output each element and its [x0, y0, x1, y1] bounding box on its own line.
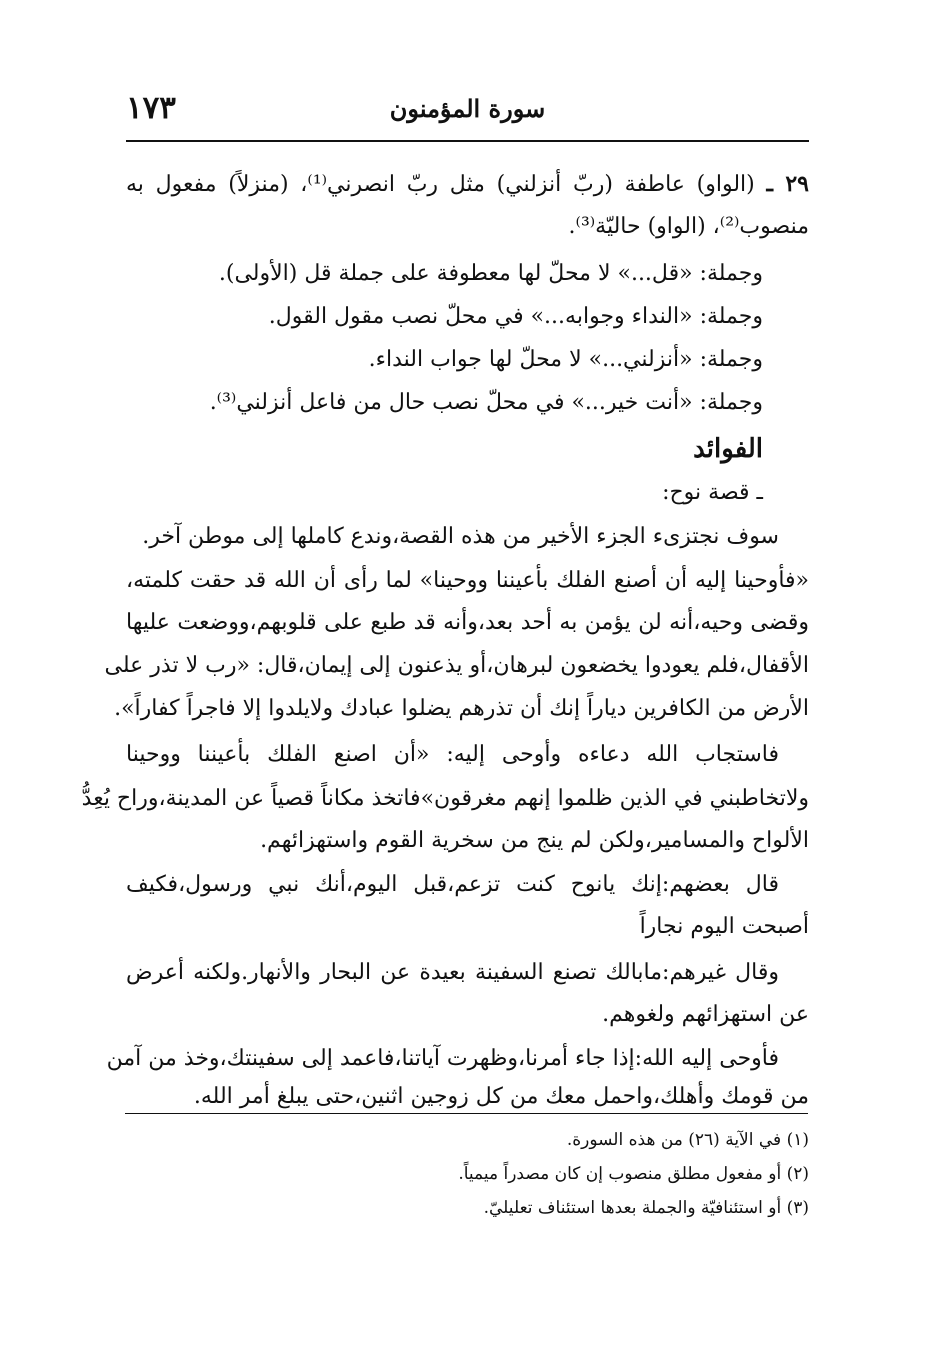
paragraph-line: وقضى وحيه،أنه لن يؤمن به أحد بعد،وأنه قد طبع على قلوبهم،ووضعت عليها: [126, 610, 809, 635]
sentence-line: وجملة: «النداء وجوابه...» في محلّ نصب مقول القول.: [268, 304, 763, 329]
paragraph-line: قال بعضهم:إنك يانوح كنت تزعم،قبل اليوم،أنك نبي ورسول،فكيف: [126, 872, 779, 897]
paragraph-line: الألواح والمسامير،ولكن لم ينج من سخرية القوم واستهزائهم.: [260, 828, 809, 853]
page-number: ١٧٣: [126, 90, 176, 126]
paragraph-line: الأرض من الكافرين دياراً إنك أن تذرهم يضلوا عبادك ولايلدوا إلا فاجراً كفاراً».: [114, 696, 809, 721]
page-header: [126, 88, 809, 134]
sentence-line: وجملة: «أنت خير...» في محلّ نصب حال من فاعل أنزلني⁽³⁾.: [209, 390, 763, 415]
subheading: ـ قصة نوح:: [662, 480, 763, 505]
paragraph-line: فاستجاب الله دعاءه وأوحى إليه: «أن اصنع الفلك بأعيننا ووحينا: [126, 742, 779, 767]
verse-number: ٢٩ ـ: [766, 171, 809, 197]
entry-29-line-2: منصوب⁽²⁾، (الواو) حاليّة⁽³⁾.: [568, 214, 809, 239]
sentence-line: وجملة: «قل...» لا محلّ لها معطوفة على جملة قل (الأولى).: [218, 261, 763, 286]
entry-29-text: (الواو) عاطفة (ربّ أنزلني) مثل ربّ انصرني⁽¹⁾، (منزلاً) مفعول به: [126, 172, 755, 197]
surah-title: سورة المؤمنون: [389, 94, 546, 123]
entry-29-line-1: [126, 166, 809, 203]
paragraph-line: فأوحى إليه الله:إذا جاء أمرنا،وظهرت آياتنا،فاعمد إلى سفينتك،وخذ من آمن: [106, 1046, 779, 1071]
header-divider: [126, 140, 809, 142]
fawaid-heading: الفوائد: [693, 434, 763, 464]
paragraph-line: أصبحت اليوم نجاراً: [639, 914, 809, 939]
sentence-line: وجملة: «أنزلني...» لا محلّ لها جواب النداء.: [368, 347, 763, 372]
paragraph-line: وقال غيرهم:مابالك تصنع السفينة بعيدة عن البحار والأنهار.ولكنه أعرض: [126, 960, 779, 985]
footnote: (١) في الآية (٢٦) من هذه السورة.: [566, 1130, 809, 1150]
footnote: (٢) أو مفعول مطلق منصوب إن كان مصدراً ميمياً.: [458, 1164, 809, 1184]
paragraph-line: سوف نجتزىء الجزء الأخير من هذه القصة،وندع كاملها إلى موطن آخر.: [142, 524, 779, 549]
paragraph-line: الأقفال،فلم يعودوا يخضعون لبرهان،أو يذعنون إلى إيمان،قال: «رب لا تذر على: [104, 653, 809, 678]
paragraph-line: «فأوحينا إليه أن أصنع الفلك بأعيننا ووحينا» لما رأى أن الله قد حقت كلمته،: [126, 568, 809, 593]
footnote-divider: [125, 1113, 808, 1114]
paragraph-line: عن استهزائهم ولغوهم.: [602, 1002, 809, 1027]
footnote: (٣) أو استئنافيّة والجملة بعدها استئناف تعليليّ.: [483, 1198, 809, 1218]
paragraph-line: ولاتخاطبني في الذين ظلموا إنهم مغرقون»فاتخذ مكاناً قصياً عن المدينة،وراح يُعِدُّ: [81, 786, 809, 811]
paragraph-line: من قومك وأهلك،واحمل معك من كل زوجين اثنين،حتى يبلغ أمر الله.: [193, 1084, 809, 1109]
